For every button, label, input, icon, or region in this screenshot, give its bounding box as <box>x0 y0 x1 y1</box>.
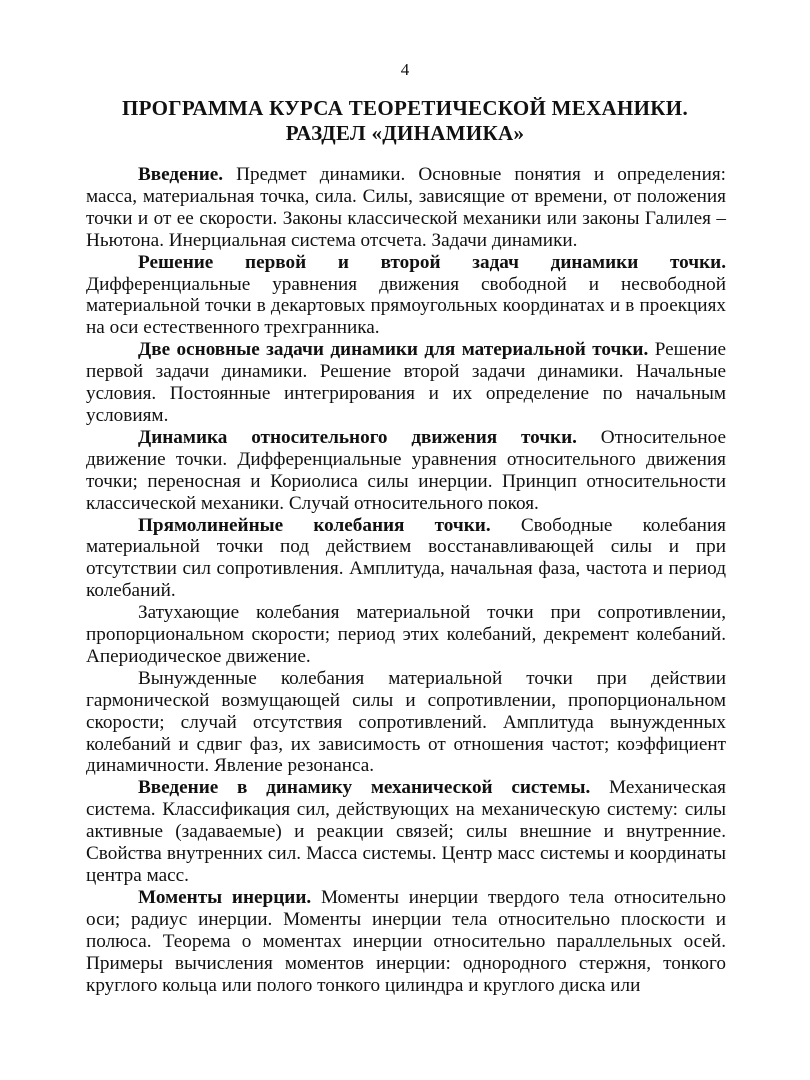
paragraph-text: Решение первой задачи динамики. Решение второй задачи динамики. Начальные условия. Постоянные интегрирования и их определение по начальным условиям. <box>86 339 726 426</box>
paragraph-heading: Решение первой и второй задач динамики точки. <box>138 251 726 273</box>
paragraph-rectilinear-oscillations <box>86 515 726 603</box>
page-number: 4 <box>400 60 410 79</box>
paragraph-damped-oscillations <box>86 602 726 668</box>
body-text <box>86 164 726 996</box>
paragraph-two-main-problems <box>86 339 726 427</box>
paragraph-text: Дифференциальные уравнения движения свободной и несвободной материальной точки в декартовых прямоугольных координатах и в проекциях на оси естественного трехгранника. <box>86 273 726 339</box>
paragraph-moments-of-inertia <box>86 887 726 997</box>
paragraph-text: Механическая система. Классификация сил, действующих на механическую систему: силы активные (задаваемые) и реакции связей; силы внешние и внутренние. Свойства внутренних сил. Масса системы. Центр масс системы и координаты центра масс. <box>86 777 727 886</box>
paragraph-heading: Динамика относительного движения точки. <box>138 426 577 448</box>
paragraph-text: Свободные колебания материальной точки под действием восстанавливающей силы и при отсутствии сил сопротивления. Амплитуда, начальная фаза, частота и период колебаний. <box>86 514 726 602</box>
paragraph-first-second-problems <box>86 252 726 340</box>
title-line-1: ПРОГРАММА КУРСА ТЕОРЕТИЧЕСКОЙ МЕХАНИКИ. <box>121 96 688 120</box>
paragraph-heading: Моменты инерции. <box>138 886 312 908</box>
paragraph-forced-oscillations <box>86 668 726 778</box>
paragraph-heading: Прямолинейные колебания точки. <box>138 514 491 536</box>
paragraph-text: Относительное движение точки. Дифференциальные уравнения относительного движения точки; переносная и Кориолиса силы инерции. Принцип относительности классической механики. Случай относительного покоя. <box>86 426 726 514</box>
paragraph-heading: Введение. <box>138 164 224 185</box>
paragraph-text: Затухающие колебания материальной точки при сопротивлении, пропорциональном скорости; период этих колебаний, декремент колебаний. Апериодическое движение. <box>86 602 726 667</box>
paragraph-text: Предмет динамики. Основные понятия и определения: масса, материальная точка, сила. Силы, зависящие от времени, от положения точки и от ее скорости. Законы классической механики или законы Галилея – Ньютона. Инерциальная система отсчета. Задачи динамики. <box>86 164 726 251</box>
paragraph-heading: Две основные задачи динамики для материальной точки. <box>138 339 649 361</box>
paragraph-relative-motion <box>86 427 726 515</box>
title-line-2: РАЗДЕЛ «ДИНАМИКА» <box>285 121 525 145</box>
paragraph-system-dynamics <box>86 777 726 887</box>
paragraph-text: Вынужденные колебания материальной точки при действии гармонической возмущающей силы и сопротивлении, пропорциональном скорости; случай отсутствия сопротивлений. Амплитуда вынужденных колебаний и сдвиг фаз, их зависимость от отношения частот; коэффициент динамичности. Явление резонанса. <box>86 667 726 777</box>
paragraph-introduction <box>86 164 726 252</box>
section-title <box>60 96 750 146</box>
paragraph-text: Моменты инерции твердого тела относительно оси; радиус инерции. Моменты инерции тела относительно плоскости и полюса. Теорема о моментах инерции относительно параллельных осей. Примеры вычисления моментов инерции: однородного стержня, тонкого круглого кольца или полого тонкого цилиндра и круглого диска или <box>86 886 726 996</box>
paragraph-heading: Введение в динамику механической системы. <box>138 777 591 799</box>
